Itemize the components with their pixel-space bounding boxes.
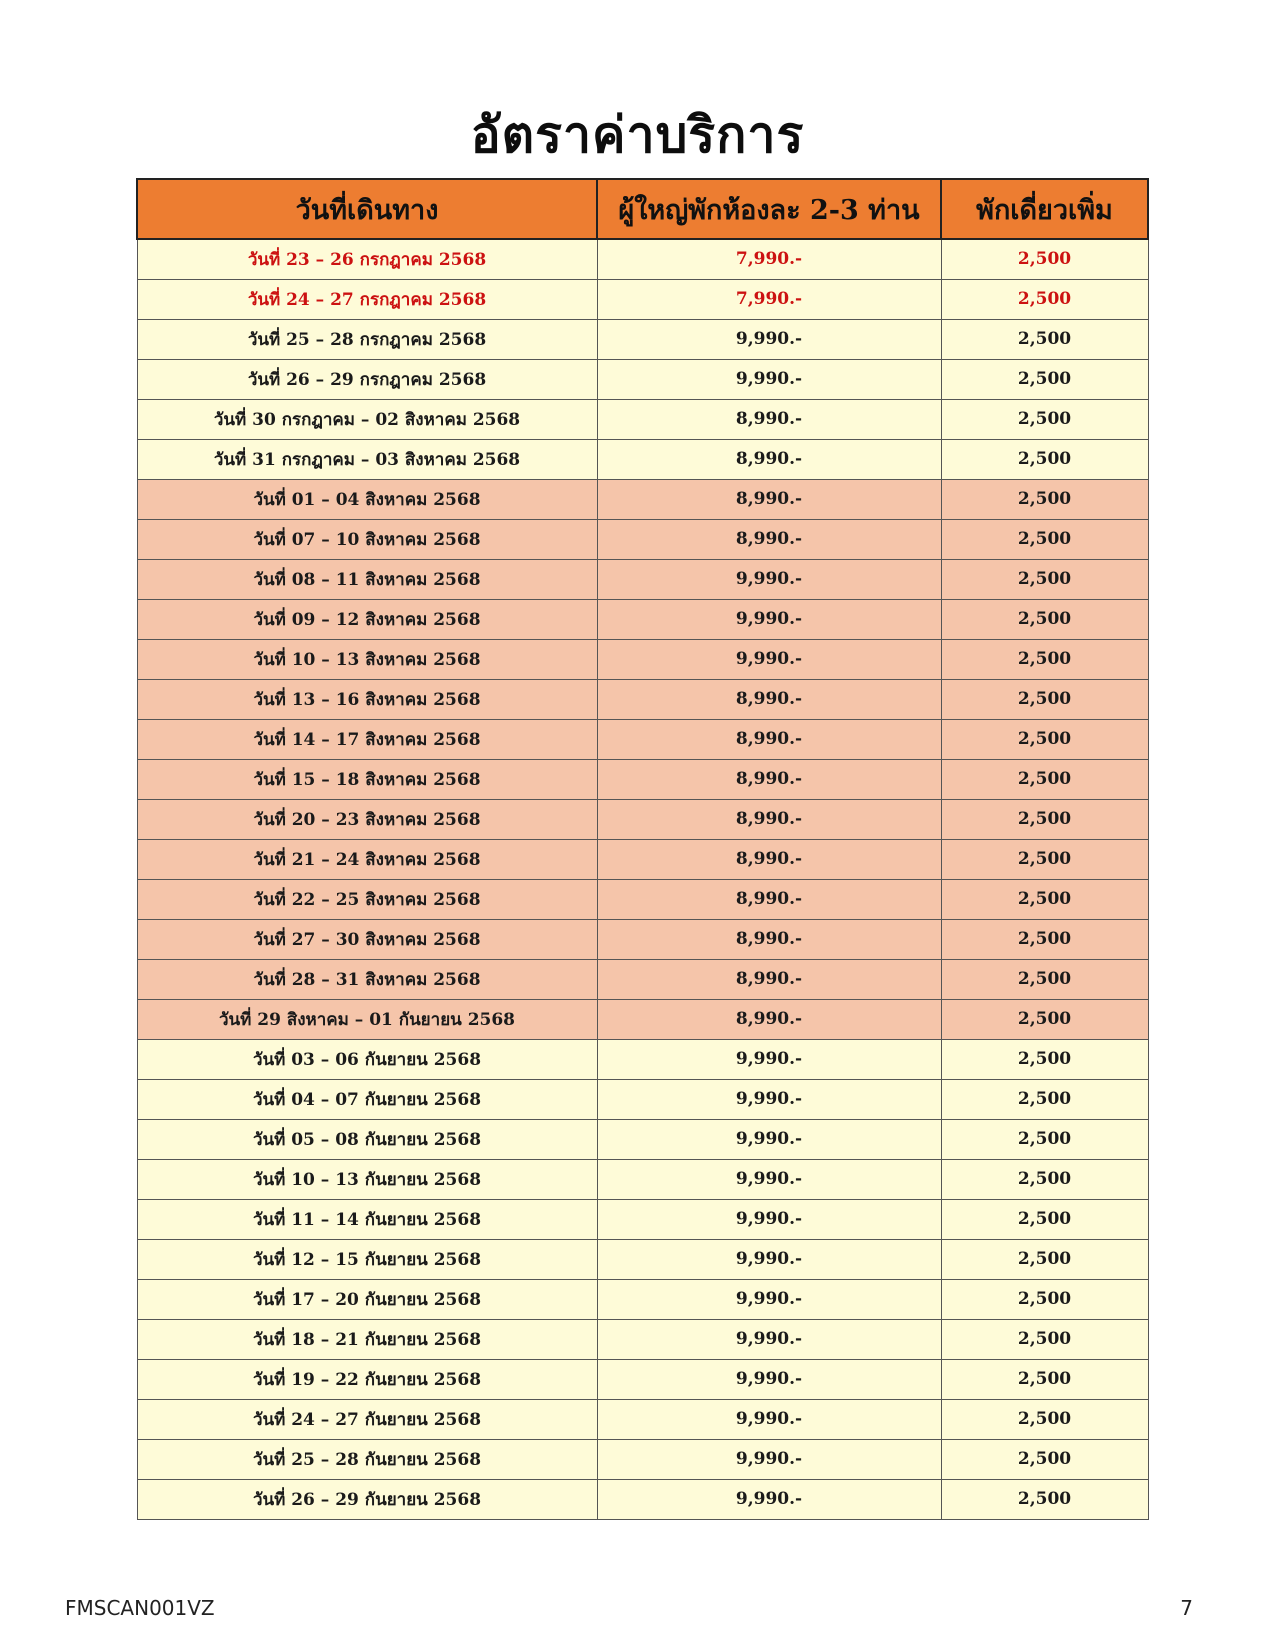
table-row [137,799,1148,839]
table-row [137,279,1148,319]
adult-price-cell: 9,990.- [597,1319,941,1359]
table-row [137,1039,1148,1079]
table-row [137,879,1148,919]
adult-price-cell: 9,990.- [597,599,941,639]
travel-date-cell: วันที่ 09 – 12 สิงหาคม 2568 [137,599,597,639]
single-supplement-cell: 2,500 [941,959,1148,999]
adult-price-cell: 9,990.- [597,1399,941,1439]
single-supplement-cell: 2,500 [941,999,1148,1039]
travel-date-cell: วันที่ 12 – 15 กันยายน 2568 [137,1239,597,1279]
travel-date-cell: วันที่ 05 – 08 กันยายน 2568 [137,1119,597,1159]
travel-date-cell: วันที่ 29 สิงหาคม – 01 กันยายน 2568 [137,999,597,1039]
travel-date-cell: วันที่ 24 – 27 กรกฎาคม 2568 [137,279,597,319]
adult-price-cell: 8,990.- [597,719,941,759]
adult-price-cell: 9,990.- [597,1199,941,1239]
travel-date-cell: วันที่ 17 – 20 กันยายน 2568 [137,1279,597,1319]
single-supplement-cell: 2,500 [941,1079,1148,1119]
single-supplement-cell: 2,500 [941,1319,1148,1359]
single-supplement-cell: 2,500 [941,1279,1148,1319]
travel-date-cell: วันที่ 10 – 13 สิงหาคม 2568 [137,639,597,679]
table-row [137,1439,1148,1479]
travel-date-cell: วันที่ 18 – 21 กันยายน 2568 [137,1319,597,1359]
adult-price-cell: 8,990.- [597,399,941,439]
travel-date-cell: วันที่ 30 กรกฎาคม – 02 สิงหาคม 2568 [137,399,597,439]
single-supplement-cell: 2,500 [941,479,1148,519]
table-row [137,319,1148,359]
adult-price-cell: 8,990.- [597,999,941,1039]
table-row [137,999,1148,1039]
table-row [137,359,1148,399]
adult-price-cell: 9,990.- [597,1439,941,1479]
table-row [137,1399,1148,1439]
single-supplement-cell: 2,500 [941,919,1148,959]
table-row [137,479,1148,519]
single-supplement-cell: 2,500 [941,599,1148,639]
adult-price-cell: 9,990.- [597,1079,941,1119]
header-travel-date: วันที่เดินทาง [137,179,597,239]
single-supplement-cell: 2,500 [941,799,1148,839]
travel-date-cell: วันที่ 13 – 16 สิงหาคม 2568 [137,679,597,719]
page-number: 7 [1180,1596,1193,1620]
single-supplement-cell: 2,500 [941,319,1148,359]
single-supplement-cell: 2,500 [941,719,1148,759]
travel-date-cell: วันที่ 03 – 06 กันยายน 2568 [137,1039,597,1079]
table-row [137,1279,1148,1319]
travel-date-cell: วันที่ 07 – 10 สิงหาคม 2568 [137,519,597,559]
table-row [137,1159,1148,1199]
adult-price-cell: 9,990.- [597,1239,941,1279]
single-supplement-cell: 2,500 [941,639,1148,679]
table-row [137,599,1148,639]
adult-price-cell: 8,990.- [597,519,941,559]
travel-date-cell: วันที่ 14 – 17 สิงหาคม 2568 [137,719,597,759]
table-row [137,239,1148,279]
travel-date-cell: วันที่ 01 – 04 สิงหาคม 2568 [137,479,597,519]
travel-date-cell: วันที่ 24 – 27 กันยายน 2568 [137,1399,597,1439]
table-row [137,439,1148,479]
travel-date-cell: วันที่ 20 – 23 สิงหาคม 2568 [137,799,597,839]
table-header-row [137,179,1148,239]
single-supplement-cell: 2,500 [941,1119,1148,1159]
travel-date-cell: วันที่ 25 – 28 กรกฎาคม 2568 [137,319,597,359]
table-row [137,679,1148,719]
table-row [137,1479,1148,1519]
adult-price-cell: 8,990.- [597,759,941,799]
adult-price-cell: 9,990.- [597,319,941,359]
single-supplement-cell: 2,500 [941,359,1148,399]
travel-date-cell: วันที่ 27 – 30 สิงหาคม 2568 [137,919,597,959]
table-row [137,759,1148,799]
travel-date-cell: วันที่ 22 – 25 สิงหาคม 2568 [137,879,597,919]
table-row [137,1359,1148,1399]
single-supplement-cell: 2,500 [941,1039,1148,1079]
single-supplement-cell: 2,500 [941,399,1148,439]
adult-price-cell: 9,990.- [597,559,941,599]
travel-date-cell: วันที่ 26 – 29 กันยายน 2568 [137,1479,597,1519]
travel-date-cell: วันที่ 04 – 07 กันยายน 2568 [137,1079,597,1119]
table-row [137,719,1148,759]
travel-date-cell: วันที่ 10 – 13 กันยายน 2568 [137,1159,597,1199]
page-title: อัตราค่าบริการ [470,104,805,164]
travel-date-cell: วันที่ 28 – 31 สิงหาคม 2568 [137,959,597,999]
travel-date-cell: วันที่ 21 – 24 สิงหาคม 2568 [137,839,597,879]
adult-price-cell: 9,990.- [597,1479,941,1519]
table-row [137,559,1148,599]
adult-price-cell: 8,990.- [597,679,941,719]
adult-price-cell: 9,990.- [597,1039,941,1079]
travel-date-cell: วันที่ 15 – 18 สิงหาคม 2568 [137,759,597,799]
single-supplement-cell: 2,500 [941,839,1148,879]
adult-price-cell: 8,990.- [597,439,941,479]
adult-price-cell: 8,990.- [597,879,941,919]
single-supplement-cell: 2,500 [941,559,1148,599]
adult-price-cell: 9,990.- [597,1159,941,1199]
table-row [137,1199,1148,1239]
adult-price-cell: 8,990.- [597,839,941,879]
table-row [137,639,1148,679]
adult-price-cell: 8,990.- [597,799,941,839]
table-row [137,519,1148,559]
adult-price-cell: 9,990.- [597,1279,941,1319]
travel-date-cell: วันที่ 31 กรกฎาคม – 03 สิงหาคม 2568 [137,439,597,479]
adult-price-cell: 9,990.- [597,359,941,399]
single-supplement-cell: 2,500 [941,1199,1148,1239]
table-row [137,1239,1148,1279]
single-supplement-cell: 2,500 [941,1399,1148,1439]
single-supplement-cell: 2,500 [941,439,1148,479]
table-row [137,839,1148,879]
table-row [137,399,1148,439]
adult-price-cell: 9,990.- [597,1119,941,1159]
single-supplement-cell: 2,500 [941,1479,1148,1519]
travel-date-cell: วันที่ 23 – 26 กรกฎาคม 2568 [137,239,597,279]
adult-price-cell: 7,990.- [597,239,941,279]
table-row [137,959,1148,999]
travel-date-cell: วันที่ 25 – 28 กันยายน 2568 [137,1439,597,1479]
table-body [137,239,1148,1519]
table-row [137,919,1148,959]
travel-date-cell: วันที่ 11 – 14 กันยายน 2568 [137,1199,597,1239]
single-supplement-cell: 2,500 [941,759,1148,799]
adult-price-cell: 8,990.- [597,919,941,959]
table-row [137,1119,1148,1159]
travel-date-cell: วันที่ 19 – 22 กันยายน 2568 [137,1359,597,1399]
single-supplement-cell: 2,500 [941,1159,1148,1199]
adult-price-cell: 9,990.- [597,1359,941,1399]
single-supplement-cell: 2,500 [941,879,1148,919]
single-supplement-cell: 2,500 [941,239,1148,279]
single-supplement-cell: 2,500 [941,1359,1148,1399]
single-supplement-cell: 2,500 [941,279,1148,319]
single-supplement-cell: 2,500 [941,1239,1148,1279]
header-adult-price: ผู้ใหญ่พักห้องละ 2-3 ท่าน [597,179,941,239]
document-code: FMSCAN001VZ [65,1596,215,1620]
adult-price-cell: 8,990.- [597,959,941,999]
travel-date-cell: วันที่ 08 – 11 สิงหาคม 2568 [137,559,597,599]
rate-table [136,178,1149,1520]
adult-price-cell: 8,990.- [597,479,941,519]
table-row [137,1319,1148,1359]
adult-price-cell: 7,990.- [597,279,941,319]
single-supplement-cell: 2,500 [941,679,1148,719]
adult-price-cell: 9,990.- [597,639,941,679]
single-supplement-cell: 2,500 [941,519,1148,559]
single-supplement-cell: 2,500 [941,1439,1148,1479]
table-row [137,1079,1148,1119]
header-single-supplement: พักเดี่ยวเพิ่ม [941,179,1148,239]
travel-date-cell: วันที่ 26 – 29 กรกฎาคม 2568 [137,359,597,399]
